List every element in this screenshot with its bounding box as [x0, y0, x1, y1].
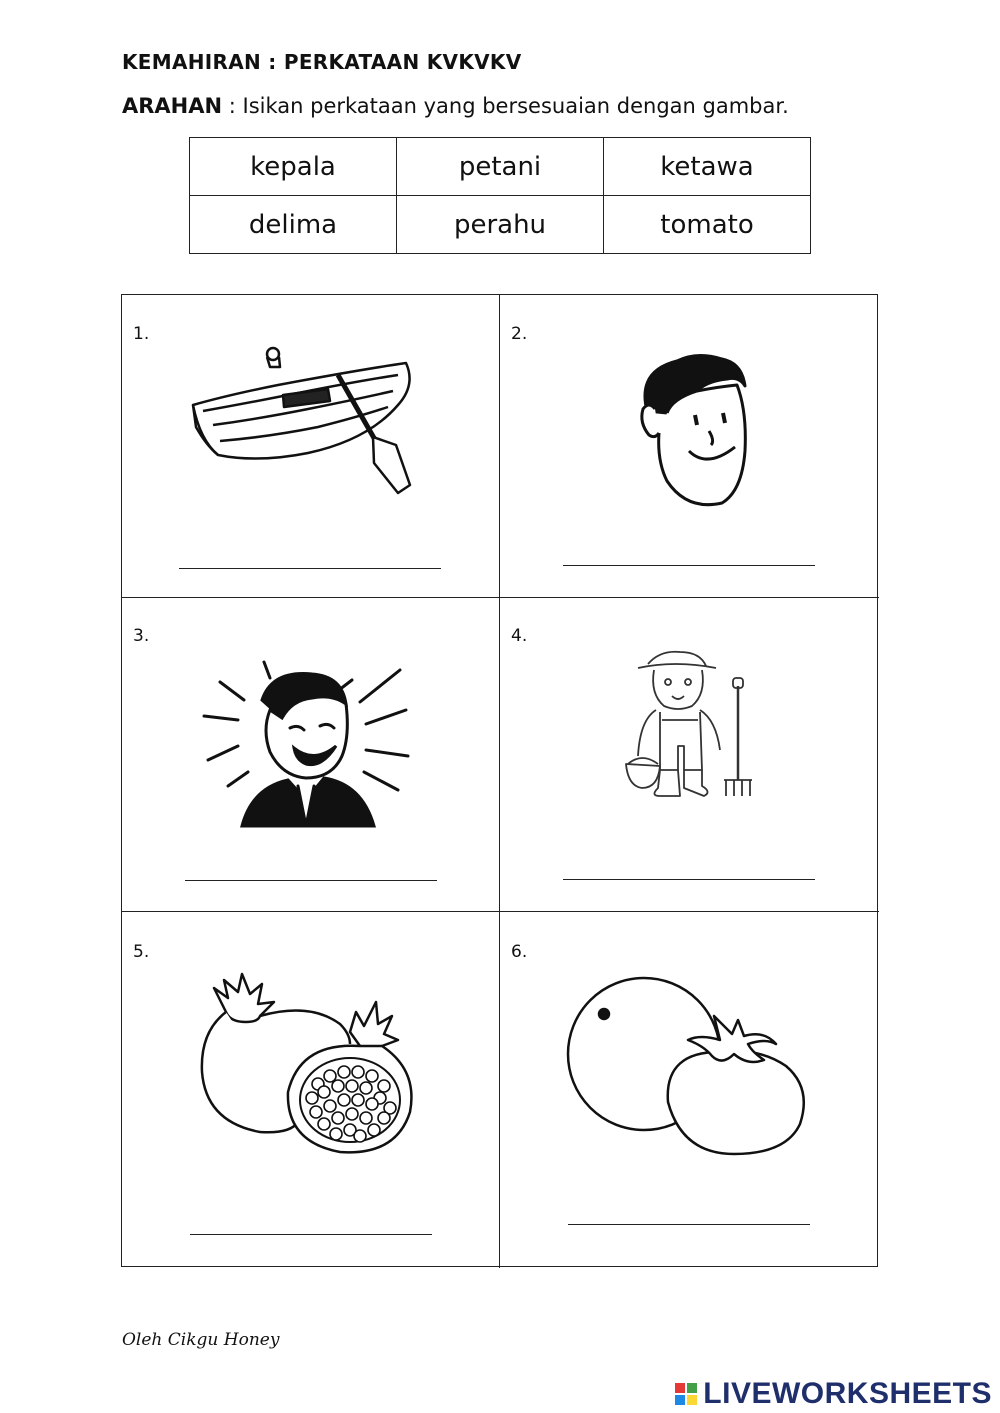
- question-cell-4: [500, 598, 879, 912]
- question-cell-6: [500, 912, 879, 1268]
- answer-line: [563, 565, 815, 566]
- word-bank-cell: kepala: [190, 138, 397, 196]
- word-bank-cell: petani: [397, 138, 604, 196]
- question-cell-1: [122, 295, 500, 598]
- question-number: 2.: [511, 324, 528, 344]
- question-number: 3.: [133, 626, 150, 646]
- skill-title: KEMAHIRAN : PERKATAAN KVKVKV: [122, 50, 522, 74]
- farmer-icon: [620, 646, 770, 806]
- answer-line: [568, 1224, 810, 1225]
- question-number: 5.: [133, 942, 150, 962]
- author-credit: Oleh Cikgu Honey: [122, 1330, 280, 1350]
- brand-name: LIVEWORKSHEETS: [703, 1377, 992, 1410]
- question-cell-2: [500, 295, 879, 598]
- question-number: 1.: [133, 324, 150, 344]
- instruction: [122, 94, 789, 118]
- question-number: 6.: [511, 942, 528, 962]
- liveworksheets-brand: [675, 1377, 992, 1411]
- answer-line: [185, 880, 437, 881]
- instruction-label: ARAHAN: [122, 94, 223, 118]
- word-bank-table: [189, 137, 811, 254]
- answer-line: [179, 568, 441, 569]
- word-bank-cell: tomato: [604, 196, 811, 254]
- question-cell-3: [122, 598, 500, 912]
- question-cell-5: [122, 912, 500, 1268]
- rowboat-icon: [188, 345, 438, 505]
- word-bank-cell: perahu: [397, 196, 604, 254]
- brand-logo-icon: [675, 1383, 697, 1405]
- word-bank-cell: delima: [190, 196, 397, 254]
- instruction-text: : Isikan perkataan yang bersesuaian dengan gambar.: [222, 94, 789, 118]
- answer-line: [190, 1234, 432, 1235]
- tomato-icon: [564, 976, 814, 1156]
- laughing-man-icon: [202, 660, 412, 830]
- question-number: 4.: [511, 626, 528, 646]
- question-grid: [121, 294, 878, 1267]
- pomegranate-icon: [200, 972, 420, 1162]
- word-bank-cell: ketawa: [604, 138, 811, 196]
- answer-line: [563, 879, 815, 880]
- man-head-icon: [627, 351, 757, 511]
